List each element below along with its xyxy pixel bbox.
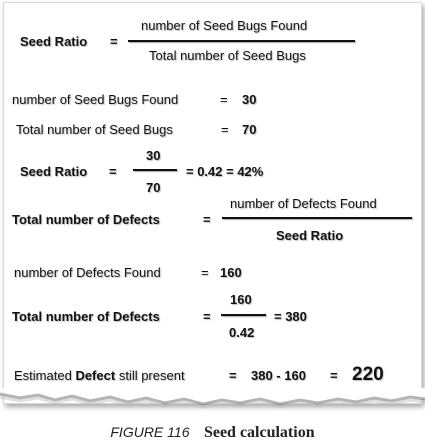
equals-sign: =: [330, 368, 338, 383]
estimated-defects-label: [14, 368, 185, 384]
equals-sign: =: [203, 309, 211, 324]
total-seed-bugs-value: 70: [242, 122, 257, 137]
fraction-numerator: 160: [230, 292, 252, 307]
equals-sign: =: [221, 122, 229, 137]
total-seed-bugs-label: Total number of Seed Bugs: [16, 122, 173, 137]
equals-sign: =: [203, 212, 211, 227]
torn-paper-edge: [0, 388, 425, 418]
fraction-bar: [221, 314, 266, 316]
equals-sign: =: [109, 164, 117, 179]
defect-word: Defect: [75, 368, 116, 383]
fraction-bar: [222, 217, 412, 219]
total-defects-label: Total number of Defects: [12, 212, 160, 227]
seed-ratio-label: Seed Ratio: [20, 164, 88, 179]
seed-ratio-label: Seed Ratio: [20, 34, 88, 49]
seed-ratio-result: = 0.42 = 42%: [186, 164, 264, 179]
defects-found-label: number of Defects Found: [14, 265, 161, 280]
fraction-denominator: Total number of Seed Bugs: [149, 48, 306, 63]
fraction-bar: [133, 169, 177, 171]
equals-sign: =: [201, 265, 209, 280]
estimate-result: 220: [352, 364, 384, 385]
equals-sign: =: [110, 34, 118, 49]
figure-number: FIGURE 116: [110, 424, 190, 440]
defects-found-value: 160: [220, 265, 242, 280]
fraction-numerator: 30: [146, 148, 161, 163]
fraction-bar: [128, 40, 355, 42]
still-present-words: still present: [118, 368, 185, 383]
fraction-numerator: number of Defects Found: [230, 196, 377, 211]
fraction-denominator: Seed Ratio: [276, 228, 344, 243]
total-defects-result: = 380: [274, 309, 307, 324]
figure-caption: [0, 424, 425, 442]
equals-sign: =: [229, 368, 237, 383]
equals-sign: =: [220, 92, 228, 107]
fraction-denominator: 0.42: [229, 325, 255, 340]
seed-bugs-found-value: 30: [242, 92, 257, 107]
fraction-numerator: number of Seed Bugs Found: [141, 18, 308, 33]
estimated-word: Estimated: [14, 368, 72, 383]
figure-title: Seed calculation: [203, 424, 315, 441]
seed-bugs-found-label: number of Seed Bugs Found: [12, 92, 179, 107]
estimate-expression: 380 - 160: [251, 368, 306, 383]
fraction-denominator: 70: [146, 180, 161, 195]
total-defects-label: Total number of Defects: [12, 309, 160, 324]
